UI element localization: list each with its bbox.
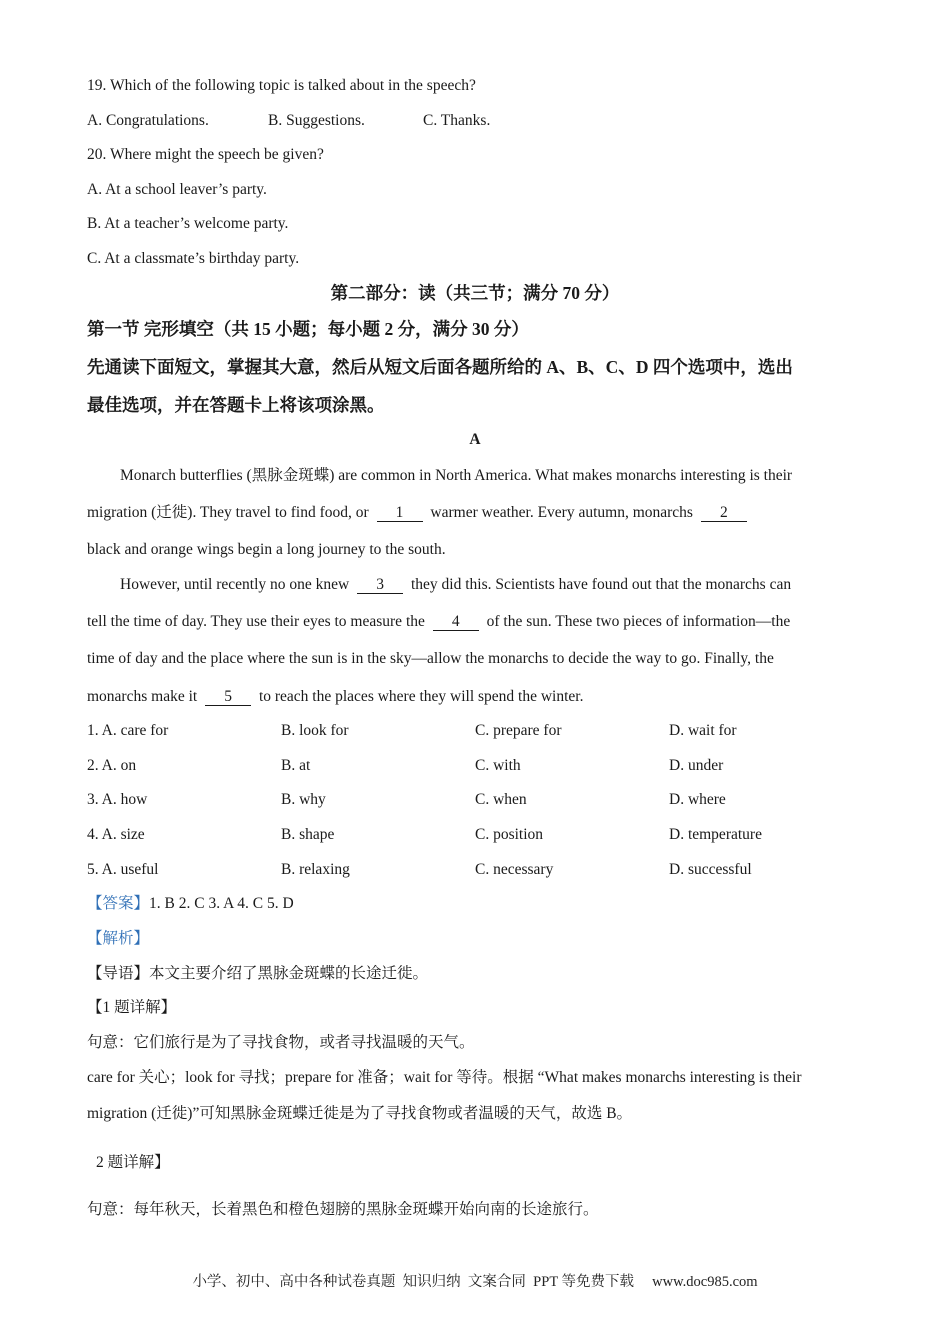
option-2a: 2. A. on bbox=[87, 757, 137, 774]
question-20-option-a: A. At a school leaver’s party. bbox=[87, 181, 267, 198]
blank-4: 4 bbox=[433, 613, 479, 631]
passage-text: tell the time of day. They use their eyes to measure the bbox=[87, 613, 425, 630]
question-20-option-c: C. At a classmate’s birthday party. bbox=[87, 250, 300, 267]
instructions-line-1: 先通读下面短文，掌握其大意，然后从短文后面各题所给的 A、B、C、D 四个选项中，选出 bbox=[87, 357, 793, 377]
option-3b: B. why bbox=[281, 791, 326, 808]
option-4b: B. shape bbox=[281, 826, 335, 843]
option-3c: C. when bbox=[475, 791, 527, 808]
instructions-line-2: 最佳选项，并在答题卡上将该项涂黑。 bbox=[87, 395, 385, 415]
option-1b: B. look for bbox=[281, 722, 349, 739]
option-1d: D. wait for bbox=[669, 722, 737, 739]
answer-text: 1. B 2. C 3. A 4. C 5. D bbox=[149, 895, 294, 912]
option-5b: B. relaxing bbox=[281, 861, 350, 878]
passage-p1-line-3: black and orange wings begin a long journey to the south. bbox=[87, 541, 446, 558]
question-19-option-a: A. Congratulations. bbox=[87, 112, 209, 129]
detail-1-explanation-line-2: migration (迁徙)”可知黑脉金斑蝶迁徙是为了寻找食物或者温暖的天气，故选 B。 bbox=[87, 1105, 633, 1122]
option-1a: 1. A. care for bbox=[87, 722, 169, 739]
answer-line bbox=[87, 894, 294, 914]
passage-p1-line-1: Monarch butterflies (黑脉金斑蝶) are common in North America. What makes monarchs interesting is their bbox=[120, 467, 793, 484]
page-footer: 小学、初中、高中各种试卷真题 知识归纳 文案合同 PPT 等免费下载 www.doc985.com bbox=[192, 1274, 758, 1290]
guide-text: 【导语】本文主要介绍了黑脉金斑蝶的长途迁徙。 bbox=[87, 965, 429, 982]
passage-p2-line-4 bbox=[87, 687, 583, 707]
option-5c: C. necessary bbox=[475, 861, 554, 878]
passage-label: A bbox=[469, 431, 481, 448]
option-5d: D. successful bbox=[669, 861, 752, 878]
passage-text: they did this. Scientists have found out that the monarchs can bbox=[410, 576, 792, 593]
detail-2-meaning: 句意：每年秋天，长着黑色和橙色翅膀的黑脉金斑蝶开始向南的长途旅行。 bbox=[87, 1201, 599, 1218]
section-1-title: 第一节 完形填空（共 15 小题；每小题 2 分，满分 30 分） bbox=[87, 319, 529, 339]
analysis-label: 【解析】 bbox=[87, 930, 150, 947]
option-2b: B. at bbox=[281, 757, 311, 774]
detail-1-explanation-line-1: care for 关心；look for 寻找；prepare for 准备；wait for 等待。根据 “What makes monarchs interesting is their bbox=[87, 1069, 802, 1086]
detail-2-title: 2 题详解】 bbox=[96, 1154, 170, 1171]
option-4a: 4. A. size bbox=[87, 826, 145, 843]
passage-text: migration (迁徙). They travel to find food, or bbox=[87, 504, 369, 521]
blank-5: 5 bbox=[205, 688, 251, 706]
option-2c: C. with bbox=[475, 757, 521, 774]
option-3a: 3. A. how bbox=[87, 791, 148, 808]
passage-p1-line-2 bbox=[87, 503, 751, 523]
passage-text: monarchs make it bbox=[87, 688, 198, 705]
question-19-stem: 19. Which of the following topic is talked about in the speech? bbox=[87, 77, 476, 94]
question-19-option-b: B. Suggestions. bbox=[268, 112, 365, 129]
option-1c: C. prepare for bbox=[475, 722, 562, 739]
blank-3: 3 bbox=[357, 576, 403, 594]
detail-1-title: 【1 题详解】 bbox=[87, 999, 177, 1016]
blank-2: 2 bbox=[701, 504, 747, 522]
part-2-title: 第二部分：读（共三节；满分 70 分） bbox=[330, 283, 620, 303]
passage-p2-line-3: time of day and the place where the sun is in the sky—allow the monarchs to decide the way to go. Finally, the bbox=[87, 650, 774, 667]
option-4c: C. position bbox=[475, 826, 544, 843]
passage-p2-line-2 bbox=[87, 612, 790, 632]
option-4d: D. temperature bbox=[669, 826, 762, 843]
passage-text: warmer weather. Every autumn, monarchs bbox=[430, 504, 693, 521]
option-5a: 5. A. useful bbox=[87, 861, 159, 878]
question-20-option-b: B. At a teacher’s welcome party. bbox=[87, 215, 289, 232]
blank-1: 1 bbox=[377, 504, 423, 522]
option-2d: D. under bbox=[669, 757, 724, 774]
passage-p2-line-1 bbox=[120, 575, 791, 595]
answer-label: 【答案】 bbox=[87, 895, 150, 912]
passage-text: However, until recently no one knew bbox=[120, 576, 350, 593]
question-19-option-c: C. Thanks. bbox=[423, 112, 491, 129]
passage-text: to reach the places where they will spend the winter. bbox=[258, 688, 584, 705]
detail-1-meaning: 句意：它们旅行是为了寻找食物，或者寻找温暖的天气。 bbox=[87, 1034, 475, 1051]
question-20-stem: 20. Where might the speech be given? bbox=[87, 146, 324, 163]
passage-text: of the sun. These two pieces of information—the bbox=[486, 613, 791, 630]
option-3d: D. where bbox=[669, 791, 726, 808]
